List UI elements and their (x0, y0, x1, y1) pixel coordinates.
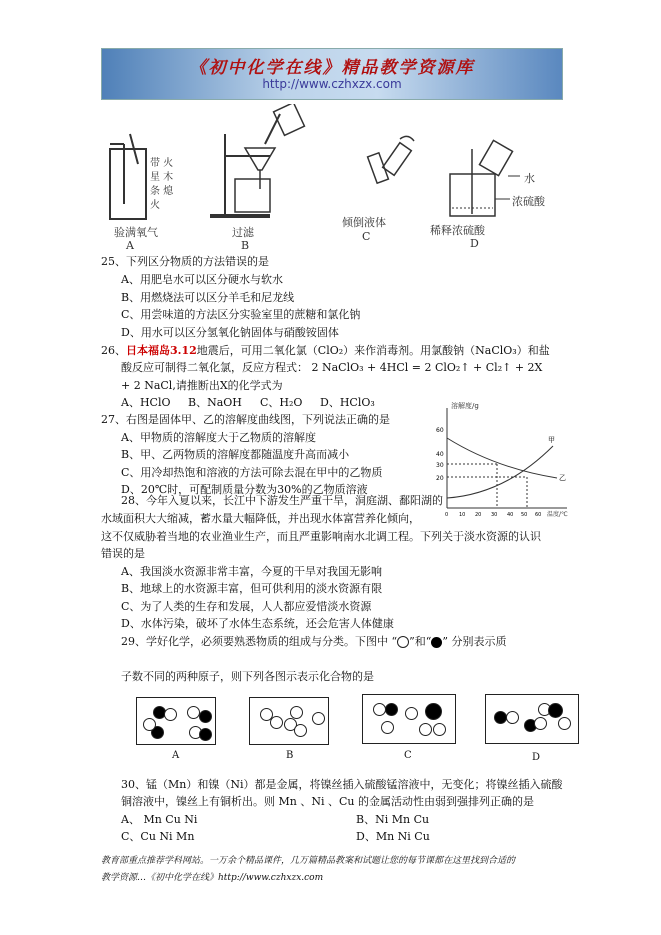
figure-captions (100, 104, 560, 254)
molecule-box-d (485, 694, 579, 744)
q26-highlight: 日本福岛3.12 (126, 344, 197, 357)
q26-line2: 酸反应可制得二氧化氯，反应方程式： 2 NaClO₃ + 4HCl = 2 ClO₂↑ + Cl₂↑ + 2X (121, 361, 543, 374)
q25-option-c: C、用尝味道的方法区分实验室里的蔗糖和氯化钠 (121, 308, 361, 321)
figure-a-letter: A (126, 239, 134, 252)
molecule-letter-d: D (532, 752, 541, 763)
figure-a-caption: 验满氧气 (114, 226, 158, 239)
chart-xtick-40: 40 (507, 512, 514, 518)
figure-d-letter: D (470, 237, 479, 250)
molecule-box-c (362, 694, 456, 744)
chart-xtick-0: 0 (445, 512, 449, 518)
chart-xtick-30: 30 (491, 512, 498, 518)
chart-xtick-50: 50 (521, 512, 528, 518)
curve-jia (447, 446, 553, 498)
q28-option-a: A、我国淡水资源非常丰富，今夏的干旱对我国无影响 (121, 565, 382, 578)
q28-option-d: D、水体污染，破坏了水体生态系统，还会危害人体健康 (121, 617, 394, 630)
q26-option-c: C、H₂O (260, 396, 303, 409)
molecule-box-a (136, 697, 216, 745)
q26-option-d: D、HClO₃ (320, 396, 375, 409)
banner-title: 《初中化学在线》精品教学资源库 (189, 58, 475, 78)
q27-stem: 27、右图是固体甲、乙的溶解度曲线图，下列说法正确的是 (101, 413, 390, 426)
q28-line3: 这不仅威胁着当地的农业渔业生产，而且严重影响南水北调工程。下列关于淡水资源的认识 (101, 530, 541, 543)
q30-option-c: C、Cu Ni Mn (121, 830, 195, 843)
q25-stem: 25、下列区分物质的方法错误的是 (101, 255, 269, 268)
svg-text:火: 火 (150, 200, 160, 211)
q25-option-b: B、用燃烧法可以区分羊毛和尼龙线 (121, 291, 295, 304)
q25-option-d: D、用水可以区分氢氧化钠固体与硝酸铵固体 (121, 326, 339, 339)
q27-option-c: C、用冷却热饱和溶液的方法可除去混在甲中的乙物质 (121, 466, 383, 479)
q30-line2: 铜溶液中，镍丝上有铜析出。则 Mn 、Ni 、Cu 的金属活动性由弱到强排列正确的是 (121, 795, 534, 808)
footer-line2[interactable]: 教学资源…《初中化学在线》http://www.czhxzx.com (101, 873, 324, 883)
q26-option-b: B、NaOH (188, 396, 242, 409)
svg-text:带 火: 带 火 (150, 158, 174, 169)
q26-line3: + 2 NaCl,请推断出X的化学式为 (121, 379, 283, 392)
q28-line4: 错误的是 (101, 547, 145, 560)
q29-line1 (121, 633, 507, 650)
q29-text1a: 29、学好化学，必须要熟悉物质的组成与分类。下图中 “ (121, 635, 398, 648)
svg-text:条 熄: 条 熄 (150, 186, 174, 197)
chart-ytick-20: 20 (436, 475, 444, 482)
open-circle-icon (397, 636, 409, 648)
chart-label-jia: 甲 (548, 436, 555, 444)
chart-ytick-60: 60 (436, 427, 444, 434)
q30-option-a: A、 Mn Cu Ni (121, 813, 198, 826)
figure-c-letter: C (362, 230, 371, 243)
chart-xtick-60: 60 (535, 512, 542, 518)
molecule-letter-a: A (172, 750, 180, 761)
chart-ytick-30: 30 (436, 462, 444, 469)
chart-label-yi: 乙 (559, 474, 566, 482)
molecule-letter-b: B (286, 750, 294, 761)
footer-line1: 教育部重点推荐学科网站。一万余个精品课件，几万篇精品教案和试题让您的每节课都在这里找到合适的 (101, 856, 516, 866)
solubility-chart (435, 398, 575, 518)
q26-num: 26、 (101, 344, 126, 357)
chart-xtick-20: 20 (475, 512, 482, 518)
q29-line2: 子数不同的两种原子，则下列各图示表示化合物的是 (121, 670, 374, 683)
figure-d-water-label: 水 (524, 172, 535, 185)
q27-option-d: D、20℃时，可配制质量分数为30%的乙物质溶液 (121, 483, 368, 496)
chart-ytick-40: 40 (436, 451, 444, 458)
q26-text1: 地震后，可用二氧化氯（ClO₂）来作消毒剂。用氯酸钠（NaClO₃）和盐 (196, 344, 550, 357)
q25-option-a: A、用肥皂水可以区分硬水与软水 (121, 273, 283, 286)
chart-xtick-10: 10 (459, 512, 466, 518)
q26-option-a: A、HClO (121, 396, 171, 409)
q26-line1 (101, 342, 550, 359)
q27-option-b: B、甲、乙两物质的溶解度都随温度升高而减小 (121, 448, 350, 461)
q29-text1c: ” 分别表示质 (442, 635, 507, 648)
q30-option-d: D、Mn Ni Cu (356, 830, 430, 843)
figure-b-caption: 过滤 (232, 226, 254, 239)
q28-option-b: B、地球上的水资源丰富，但可供利用的淡水资源有限 (121, 582, 383, 595)
figure-d-caption: 稀释浓硫酸 (430, 224, 485, 237)
q30-option-b: B、Ni Mn Cu (356, 813, 430, 826)
figure-c-caption: 倾倒液体 (342, 216, 386, 229)
molecule-box-b (249, 697, 329, 745)
q27-option-a: A、甲物质的溶解度大于乙物质的溶解度 (121, 431, 316, 444)
chart-xlabel: 温度/℃ (547, 511, 568, 518)
chart-ylabel: 溶解度/g (451, 402, 479, 410)
q29-text1b: ”和“ (409, 635, 432, 648)
banner-url[interactable]: http://www.czhxzx.com (262, 77, 402, 91)
molecule-letter-c: C (404, 750, 412, 761)
figure-b-letter: B (241, 239, 250, 252)
header-banner (101, 48, 563, 100)
filled-circle-icon (431, 637, 442, 648)
q28-line1: 28、今年入夏以来，长江中下游发生严重干旱，洞庭湖、鄱阳湖的 (121, 494, 443, 507)
q28-option-c: C、为了人类的生存和发展，人人都应爱惜淡水资源 (121, 600, 372, 613)
figure-d-acid-label: 浓硫酸 (512, 195, 545, 208)
q28-line2: 水域面积大大缩减，蓄水量大幅降低，并出现水体富营养化倾向， (101, 512, 420, 525)
q30-line1: 30、锰（Mn）和镍（Ni）都是金属，将镍丝插入硫酸锰溶液中，无变化；将镍丝插入硫酸 (121, 778, 563, 791)
svg-text:星 木: 星 木 (150, 172, 174, 183)
